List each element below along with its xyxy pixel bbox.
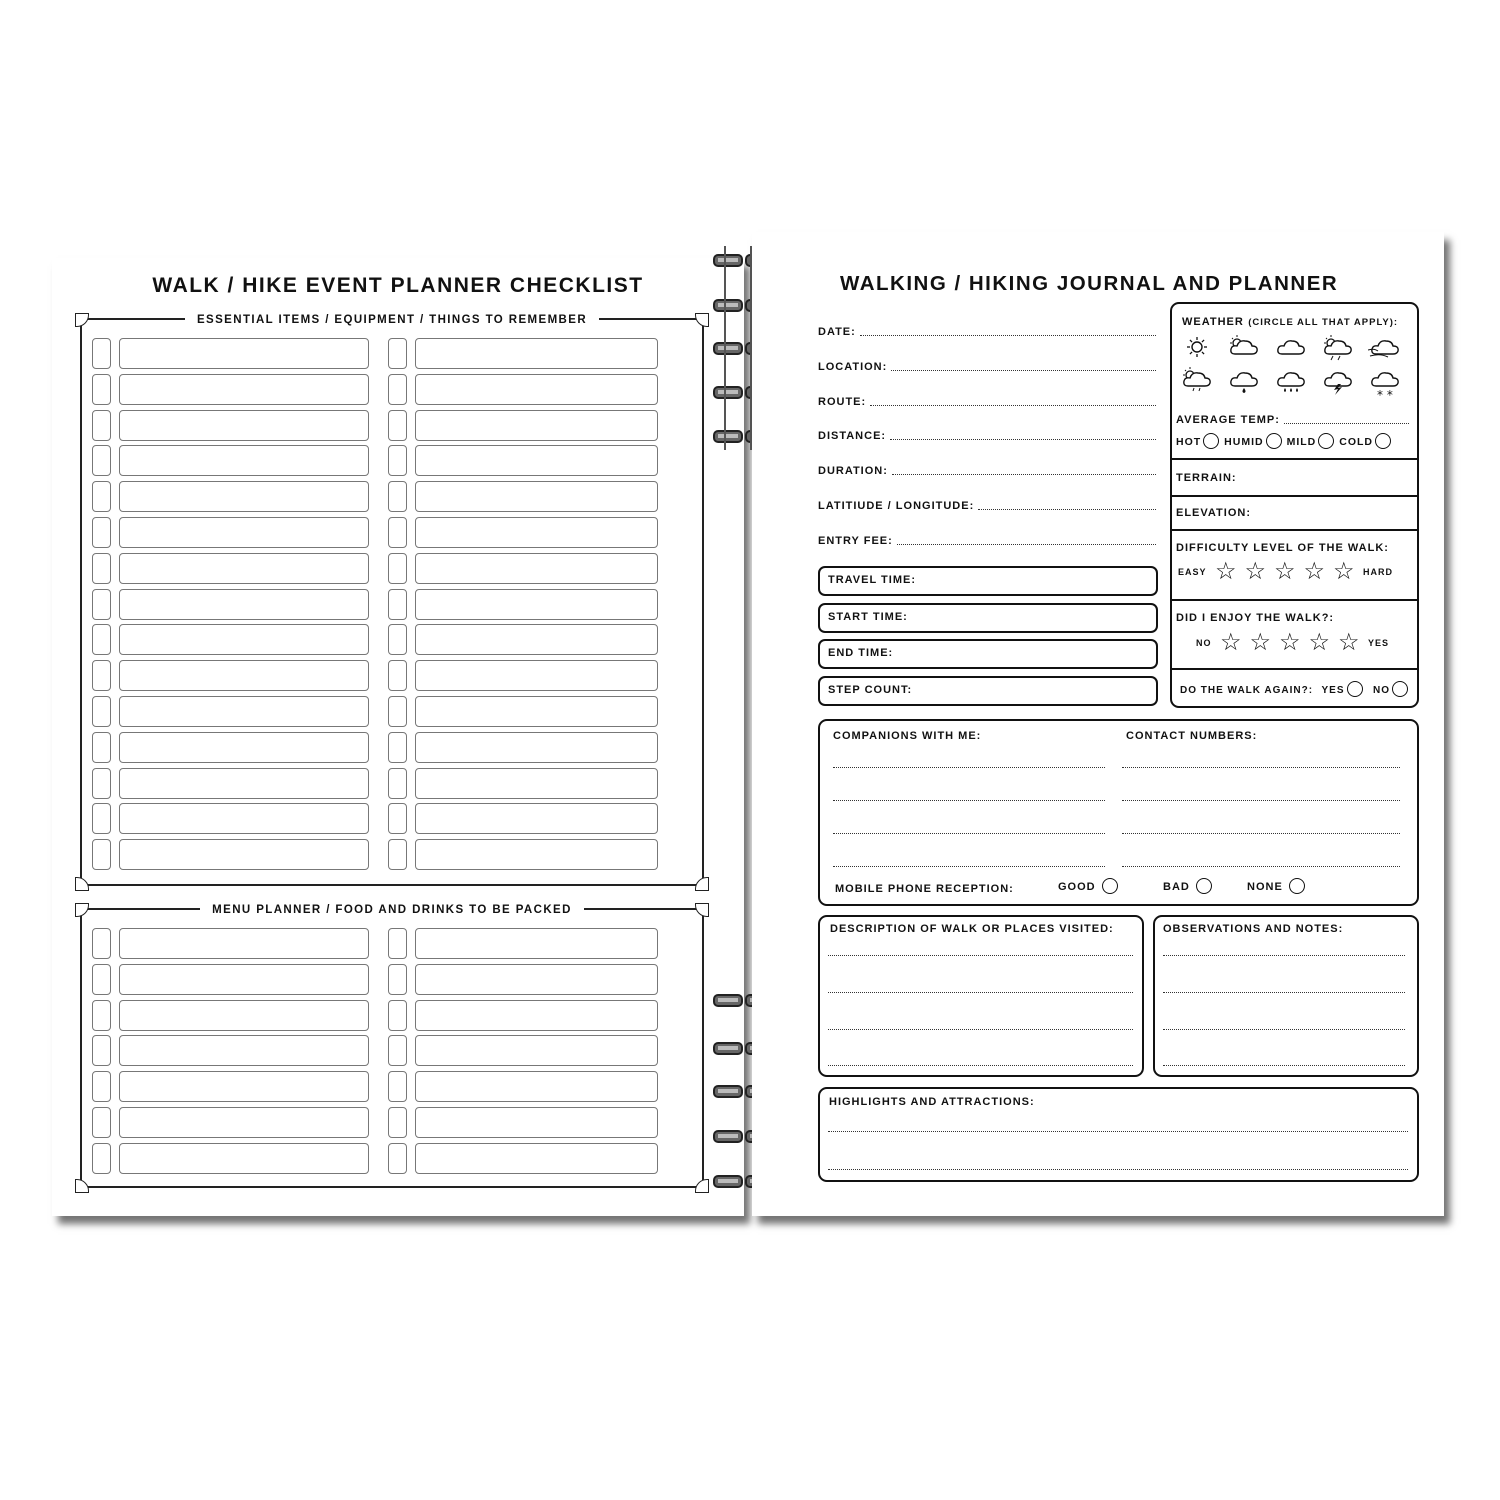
essentials-entry-field[interactable] xyxy=(415,410,658,441)
menu-checkbox[interactable] xyxy=(388,964,407,995)
info-field-line[interactable] xyxy=(870,405,1156,406)
enjoy-yes-label: YES xyxy=(1367,638,1389,648)
essentials-row[interactable] xyxy=(388,338,658,369)
essentials-checkbox[interactable] xyxy=(388,839,407,870)
menu-row[interactable] xyxy=(388,1000,658,1031)
menu-checkbox[interactable] xyxy=(388,1107,407,1138)
menu-entry-field[interactable] xyxy=(415,1071,658,1102)
observations-box xyxy=(1153,915,1419,1077)
menu-checkbox[interactable] xyxy=(92,1143,111,1174)
menu-checkbox[interactable] xyxy=(388,928,407,959)
menu-row[interactable] xyxy=(92,1107,369,1138)
essentials-row[interactable] xyxy=(92,481,369,512)
essentials-entry-field[interactable] xyxy=(415,839,658,870)
essentials-checkbox[interactable] xyxy=(92,374,111,405)
difficulty-stars[interactable] xyxy=(1211,558,1359,585)
essentials-checkbox[interactable] xyxy=(92,445,111,476)
essentials-row[interactable] xyxy=(388,803,658,834)
conditions-box xyxy=(1170,302,1419,708)
essentials-row[interactable] xyxy=(92,696,369,727)
reception-option-radio[interactable] xyxy=(1102,878,1118,894)
menu-row[interactable] xyxy=(92,1000,369,1031)
temp-option-radio[interactable] xyxy=(1266,433,1282,449)
info-field-label: LOCATION: xyxy=(818,360,888,373)
essentials-entry-field[interactable] xyxy=(415,338,658,369)
info-field[interactable] xyxy=(818,396,1156,408)
reception-option-label: BAD xyxy=(1163,881,1190,893)
info-field[interactable] xyxy=(818,361,1156,373)
essentials-row[interactable] xyxy=(388,768,658,799)
essentials-entry-field[interactable] xyxy=(119,374,369,405)
sun-cloud-rain-icon[interactable] xyxy=(1321,334,1355,360)
essentials-checkbox[interactable] xyxy=(388,803,407,834)
essentials-entry-field[interactable] xyxy=(119,589,369,620)
avg-temp-field[interactable] xyxy=(1176,414,1409,426)
essentials-checkbox[interactable] xyxy=(388,660,407,691)
difficulty-hard-label: HARD xyxy=(1363,567,1393,577)
info-field-line[interactable] xyxy=(897,544,1156,545)
cloud-heavy-rain-icon[interactable] xyxy=(1274,366,1308,392)
info-field[interactable] xyxy=(818,430,1156,442)
companions-box xyxy=(818,719,1419,906)
essentials-checkbox[interactable] xyxy=(388,624,407,655)
reception-option[interactable] xyxy=(1163,877,1212,895)
terrain-label: TERRAIN: xyxy=(1176,472,1237,484)
highlight-line[interactable] xyxy=(828,1169,1408,1170)
essentials-row[interactable] xyxy=(92,768,369,799)
essentials-checkbox[interactable] xyxy=(92,839,111,870)
difficulty-easy-label: EASY xyxy=(1178,567,1207,577)
essentials-checkbox[interactable] xyxy=(388,481,407,512)
highlight-line[interactable] xyxy=(828,1131,1408,1132)
companion-line[interactable] xyxy=(833,800,1105,801)
info-field-line[interactable] xyxy=(860,335,1156,336)
elevation-label: ELEVATION: xyxy=(1176,507,1251,519)
temp-option-label: MILD xyxy=(1286,436,1317,448)
menu-checkbox[interactable] xyxy=(388,1035,407,1066)
menu-checkbox[interactable] xyxy=(388,1143,407,1174)
essentials-row[interactable] xyxy=(92,338,369,369)
observations-label: OBSERVATIONS AND NOTES: xyxy=(1163,923,1344,935)
essentials-row[interactable] xyxy=(388,410,658,441)
essentials-checkbox[interactable] xyxy=(388,589,407,620)
menu-section-label: MENU PLANNER / FOOD AND DRINKS TO BE PACKED xyxy=(200,904,584,916)
right-page-title: WALKING / HIKING JOURNAL AND PLANNER xyxy=(840,272,1339,295)
essentials-entry-field[interactable] xyxy=(415,589,658,620)
essentials-entry-field[interactable] xyxy=(119,660,369,691)
essentials-checkbox[interactable] xyxy=(92,803,111,834)
time-box-label: STEP COUNT: xyxy=(828,683,913,696)
time-box[interactable] xyxy=(818,566,1158,596)
menu-checkbox[interactable] xyxy=(92,1071,111,1102)
essentials-checkbox[interactable] xyxy=(92,517,111,548)
essentials-checkbox[interactable] xyxy=(92,338,111,369)
sun-icon[interactable] xyxy=(1180,334,1214,360)
essentials-row[interactable] xyxy=(388,696,658,727)
essentials-checkbox[interactable] xyxy=(388,696,407,727)
description-line[interactable] xyxy=(828,1065,1133,1066)
time-box-label: END TIME: xyxy=(828,647,894,659)
highlights-box xyxy=(818,1087,1419,1182)
difficulty-star-icon[interactable]: ☆ xyxy=(1244,558,1266,585)
essentials-row[interactable] xyxy=(388,732,658,763)
essentials-entry-field[interactable] xyxy=(415,374,658,405)
essentials-checkbox[interactable] xyxy=(92,553,111,584)
reception-option[interactable] xyxy=(1247,877,1305,895)
essentials-entry-field[interactable] xyxy=(415,803,658,834)
time-box[interactable] xyxy=(818,639,1158,669)
essentials-row[interactable] xyxy=(92,732,369,763)
reception-label: MOBILE PHONE RECEPTION: xyxy=(835,883,1014,895)
essentials-entry-field[interactable] xyxy=(119,410,369,441)
info-field[interactable] xyxy=(818,326,1156,338)
essentials-checkbox[interactable] xyxy=(388,553,407,584)
menu-entry-field[interactable] xyxy=(415,1035,658,1066)
essentials-checkbox[interactable] xyxy=(388,410,407,441)
essentials-entry-field[interactable] xyxy=(119,553,369,584)
menu-row[interactable] xyxy=(92,1071,369,1102)
essentials-row[interactable] xyxy=(92,517,369,548)
essentials-row[interactable] xyxy=(92,589,369,620)
enjoy-stars[interactable] xyxy=(1216,629,1364,656)
svg-text:* *: * * xyxy=(1377,388,1393,400)
temp-option-label: COLD xyxy=(1339,436,1374,448)
time-box[interactable] xyxy=(818,603,1158,633)
menu-entry-field[interactable] xyxy=(415,1107,658,1138)
essentials-row[interactable] xyxy=(92,624,369,655)
menu-entry-field[interactable] xyxy=(119,1107,369,1138)
menu-entry-field[interactable] xyxy=(415,1143,658,1174)
essentials-entry-field[interactable] xyxy=(119,732,369,763)
essentials-row[interactable] xyxy=(92,374,369,405)
reception-option-radio[interactable] xyxy=(1289,878,1305,894)
temp-option-radio[interactable] xyxy=(1375,433,1391,449)
reception-option-radio[interactable] xyxy=(1196,878,1212,894)
info-field-line[interactable] xyxy=(891,370,1156,371)
essentials-row[interactable] xyxy=(92,445,369,476)
temp-option-label: HOT xyxy=(1176,436,1202,448)
enjoy-star-icon[interactable]: ☆ xyxy=(1338,629,1360,656)
essentials-entry-field[interactable] xyxy=(119,696,369,727)
cloud-raindrop-icon[interactable] xyxy=(1227,366,1261,392)
menu-section xyxy=(80,904,704,1188)
wind-cloud-icon[interactable] xyxy=(1368,334,1402,360)
difficulty-rating[interactable] xyxy=(1178,560,1410,584)
menu-row[interactable] xyxy=(92,964,369,995)
menu-row[interactable] xyxy=(92,1143,369,1174)
again-no-radio[interactable] xyxy=(1392,681,1408,697)
info-field-label: ENTRY FEE: xyxy=(818,534,893,547)
info-field[interactable] xyxy=(818,535,1156,547)
menu-checkbox[interactable] xyxy=(92,1035,111,1066)
highlights-label: HIGHLIGHTS AND ATTRACTIONS: xyxy=(829,1096,1035,1108)
essentials-row[interactable] xyxy=(388,624,658,655)
essentials-entry-field[interactable] xyxy=(119,481,369,512)
description-line[interactable] xyxy=(828,955,1133,956)
essentials-row[interactable] xyxy=(388,374,658,405)
menu-row[interactable] xyxy=(388,1107,658,1138)
menu-checkbox[interactable] xyxy=(388,1071,407,1102)
menu-row[interactable] xyxy=(92,1035,369,1066)
essentials-entry-field[interactable] xyxy=(119,839,369,870)
info-field-label: DATE: xyxy=(818,326,856,338)
menu-entry-field[interactable] xyxy=(415,1000,658,1031)
essentials-entry-field[interactable] xyxy=(415,553,658,584)
enjoy-star-icon[interactable]: ☆ xyxy=(1219,629,1242,656)
essentials-entry-field[interactable] xyxy=(415,517,658,548)
essentials-entry-field[interactable] xyxy=(415,660,658,691)
binding-ring-left-post xyxy=(724,246,726,450)
essentials-row[interactable] xyxy=(388,517,658,548)
essentials-checkbox[interactable] xyxy=(92,696,111,727)
sun-cloud-drizzle-icon[interactable] xyxy=(1180,366,1214,392)
enjoy-rating[interactable] xyxy=(1196,631,1416,655)
enjoy-star-icon[interactable]: ☆ xyxy=(1249,629,1271,656)
menu-entry-field[interactable] xyxy=(119,1035,369,1066)
observation-line[interactable] xyxy=(1163,1029,1405,1030)
menu-row[interactable] xyxy=(388,1071,658,1102)
essentials-section xyxy=(80,314,704,886)
essentials-entry-field[interactable] xyxy=(119,445,369,476)
observation-line[interactable] xyxy=(1163,1065,1405,1066)
time-box-label: TRAVEL TIME: xyxy=(828,574,916,586)
difficulty-star-icon[interactable]: ☆ xyxy=(1274,558,1296,585)
essentials-entry-field[interactable] xyxy=(415,481,658,512)
description-line[interactable] xyxy=(828,1029,1133,1030)
again-yes-label: YES xyxy=(1321,685,1345,696)
essentials-entry-field[interactable] xyxy=(119,624,369,655)
temp-option-label: HUMID xyxy=(1224,436,1264,448)
essentials-entry-field[interactable] xyxy=(415,768,658,799)
temp-option-radio[interactable] xyxy=(1203,433,1219,449)
menu-checkbox[interactable] xyxy=(92,1000,111,1031)
menu-row[interactable] xyxy=(388,964,658,995)
left-page-title: WALK / HIKE EVENT PLANNER CHECKLIST xyxy=(152,274,644,297)
observation-line[interactable] xyxy=(1163,955,1405,956)
contact-line[interactable] xyxy=(1122,833,1400,834)
weather-note: (CIRCLE ALL THAT APPLY): xyxy=(1248,317,1399,328)
essentials-checkbox[interactable] xyxy=(388,517,407,548)
menu-entry-field[interactable] xyxy=(119,1071,369,1102)
essentials-row[interactable] xyxy=(388,481,658,512)
enjoy-star-icon[interactable]: ☆ xyxy=(1278,629,1301,656)
contact-line[interactable] xyxy=(1122,866,1400,867)
essentials-checkbox[interactable] xyxy=(92,768,111,799)
menu-entry-field[interactable] xyxy=(119,1143,369,1174)
menu-checkbox[interactable] xyxy=(92,1107,111,1138)
essentials-entry-field[interactable] xyxy=(119,803,369,834)
essentials-section-label: ESSENTIAL ITEMS / EQUIPMENT / THINGS TO REMEMBER xyxy=(185,314,599,326)
essentials-checkbox[interactable] xyxy=(388,732,407,763)
again-no-label: NO xyxy=(1372,685,1390,696)
essentials-entry-field[interactable] xyxy=(415,624,658,655)
info-field-line[interactable] xyxy=(892,474,1156,475)
companion-line[interactable] xyxy=(833,866,1105,867)
info-field-line[interactable] xyxy=(978,509,1156,510)
info-field-label: LATITIUDE / LONGITUDE: xyxy=(818,500,975,512)
cloud-snow-icon[interactable] xyxy=(1368,366,1402,400)
essentials-checkbox[interactable] xyxy=(92,624,111,655)
essentials-checkbox[interactable] xyxy=(388,768,407,799)
info-field-label: DISTANCE: xyxy=(818,430,887,443)
temp-options xyxy=(1176,432,1391,450)
essentials-checkbox[interactable] xyxy=(388,445,407,476)
essentials-entry-field[interactable] xyxy=(119,338,369,369)
essentials-checkbox[interactable] xyxy=(388,374,407,405)
reception-option-label: NONE xyxy=(1247,881,1283,893)
essentials-entry-field[interactable] xyxy=(415,696,658,727)
essentials-row[interactable] xyxy=(92,803,369,834)
sun-cloud-icon[interactable] xyxy=(1227,334,1261,360)
info-field-label: DURATION: xyxy=(818,465,888,478)
essentials-row[interactable] xyxy=(388,445,658,476)
menu-checkbox[interactable] xyxy=(92,928,111,959)
temp-option-radio[interactable] xyxy=(1318,433,1334,449)
essentials-row[interactable] xyxy=(92,839,369,870)
contacts-label: CONTACT NUMBERS: xyxy=(1126,730,1258,742)
menu-row[interactable] xyxy=(388,1143,658,1174)
essentials-row[interactable] xyxy=(388,589,658,620)
difficulty-label: DIFFICULTY LEVEL OF THE WALK: xyxy=(1176,542,1389,554)
menu-row[interactable] xyxy=(92,928,369,959)
description-box xyxy=(818,915,1144,1077)
contact-line[interactable] xyxy=(1122,767,1400,768)
menu-entry-field[interactable] xyxy=(119,964,369,995)
difficulty-star-icon[interactable]: ☆ xyxy=(1214,558,1237,585)
essentials-row[interactable] xyxy=(92,410,369,441)
essentials-checkbox[interactable] xyxy=(92,589,111,620)
companion-line[interactable] xyxy=(833,767,1105,768)
again-yes-radio[interactable] xyxy=(1347,681,1363,697)
reception-option[interactable] xyxy=(1058,877,1118,895)
menu-checkbox[interactable] xyxy=(92,964,111,995)
menu-entry-field[interactable] xyxy=(119,928,369,959)
essentials-entry-field[interactable] xyxy=(119,517,369,548)
contact-line[interactable] xyxy=(1122,800,1400,801)
essentials-row[interactable] xyxy=(388,553,658,584)
info-field-label: ROUTE: xyxy=(818,395,867,408)
time-box[interactable] xyxy=(818,676,1158,706)
companions-label: COMPANIONS WITH ME: xyxy=(833,730,982,742)
essentials-entry-field[interactable] xyxy=(415,732,658,763)
reception-option-label: GOOD xyxy=(1058,881,1096,893)
essentials-checkbox[interactable] xyxy=(92,660,111,691)
left-page xyxy=(52,258,744,1216)
companion-line[interactable] xyxy=(833,833,1105,834)
info-field[interactable] xyxy=(818,500,1156,512)
enjoy-no-label: NO xyxy=(1196,638,1212,648)
menu-row[interactable] xyxy=(388,1035,658,1066)
enjoy-label: DID I ENJOY THE WALK?: xyxy=(1176,612,1335,624)
essentials-row[interactable] xyxy=(92,660,369,691)
menu-entry-field[interactable] xyxy=(415,928,658,959)
essentials-checkbox[interactable] xyxy=(388,338,407,369)
weather-label: WEATHER xyxy=(1182,316,1244,328)
difficulty-star-icon[interactable]: ☆ xyxy=(1303,558,1326,585)
menu-row[interactable] xyxy=(388,928,658,959)
essentials-row[interactable] xyxy=(92,553,369,584)
info-field[interactable] xyxy=(818,465,1156,477)
essentials-row[interactable] xyxy=(388,839,658,870)
menu-checkbox[interactable] xyxy=(388,1000,407,1031)
essentials-entry-field[interactable] xyxy=(415,445,658,476)
time-box-label: START TIME: xyxy=(828,610,908,623)
essentials-entry-field[interactable] xyxy=(119,768,369,799)
essentials-checkbox[interactable] xyxy=(92,732,111,763)
cloud-icon[interactable] xyxy=(1274,334,1308,360)
essentials-row[interactable] xyxy=(388,660,658,691)
menu-entry-field[interactable] xyxy=(119,1000,369,1031)
description-label: DESCRIPTION OF WALK OR PLACES VISITED: xyxy=(830,923,1114,935)
difficulty-star-icon[interactable]: ☆ xyxy=(1333,558,1355,585)
observation-line[interactable] xyxy=(1163,992,1405,993)
info-field-line[interactable] xyxy=(890,439,1156,440)
right-page xyxy=(752,232,1444,1216)
menu-entry-field[interactable] xyxy=(415,964,658,995)
enjoy-star-icon[interactable]: ☆ xyxy=(1308,629,1331,656)
again-label: DO THE WALK AGAIN?: xyxy=(1180,685,1314,696)
cloud-lightning-icon[interactable] xyxy=(1321,366,1355,392)
avg-temp-label: AVERAGE TEMP: xyxy=(1176,414,1280,426)
essentials-checkbox[interactable] xyxy=(92,481,111,512)
essentials-checkbox[interactable] xyxy=(92,410,111,441)
description-line[interactable] xyxy=(828,992,1133,993)
